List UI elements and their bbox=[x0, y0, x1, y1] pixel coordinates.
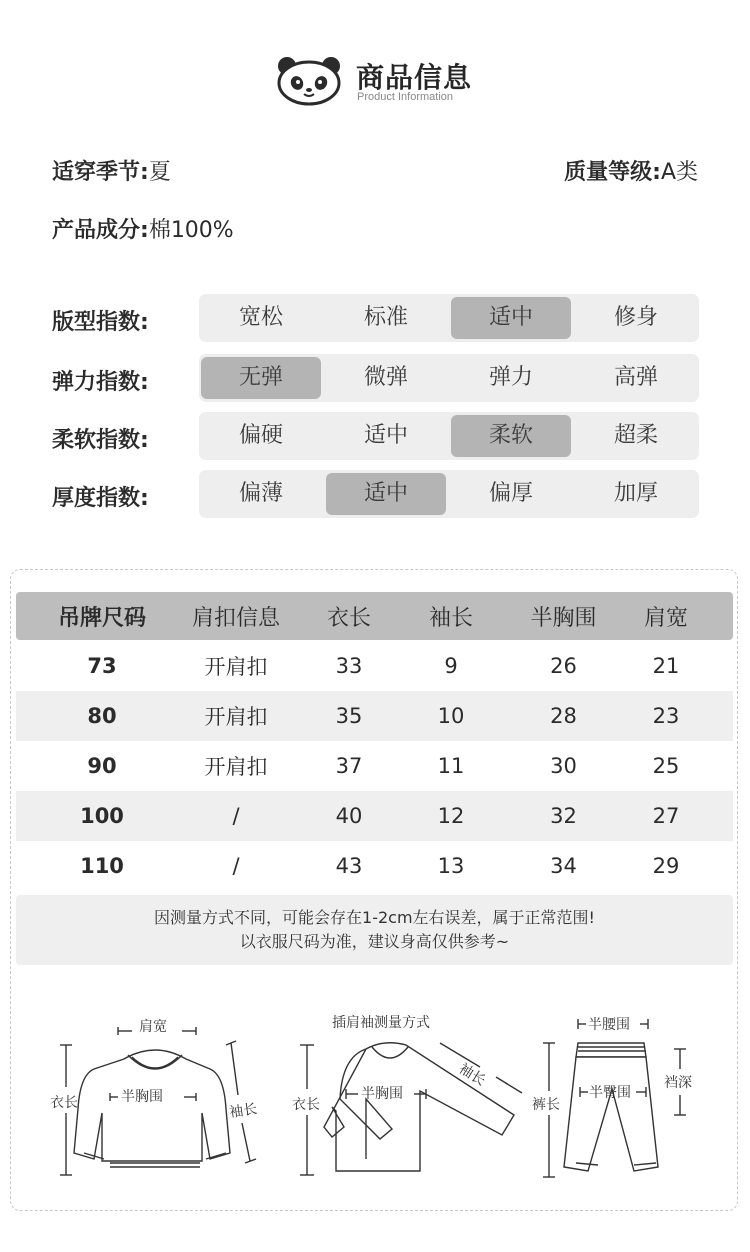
table-cell: 32 bbox=[550, 804, 577, 828]
page-title: 商品信息 bbox=[356, 61, 473, 94]
table-cell: 26 bbox=[550, 654, 577, 678]
material-info bbox=[52, 213, 234, 244]
index-option: 弹力 bbox=[488, 365, 533, 390]
sweater-length-label: 衣长 bbox=[50, 1095, 78, 1111]
measurement-diagrams bbox=[0, 1005, 750, 1195]
table-row bbox=[16, 741, 733, 791]
index-option-selected: 柔软 bbox=[451, 415, 571, 457]
material-key: 产品成分: bbox=[52, 218, 149, 243]
table-cell: 23 bbox=[652, 704, 680, 728]
table-cell: 73 bbox=[87, 654, 117, 678]
index-option: 宽松 bbox=[238, 305, 283, 330]
table-row bbox=[16, 691, 733, 741]
table-cell: 10 bbox=[437, 704, 465, 728]
table-cell: 12 bbox=[437, 804, 465, 828]
table-cell: 37 bbox=[335, 754, 363, 778]
table-cell: 34 bbox=[550, 854, 577, 878]
index-option: 高弹 bbox=[613, 365, 658, 390]
table-cell: 29 bbox=[652, 854, 680, 878]
panda-icon bbox=[275, 54, 343, 106]
season-key: 适穿季节: bbox=[52, 160, 149, 185]
table-cell: 40 bbox=[335, 804, 363, 828]
pants-length-label: 裤长 bbox=[532, 1097, 560, 1113]
index-option: 微弹 bbox=[363, 365, 408, 390]
index-option: 加厚 bbox=[613, 481, 658, 506]
table-cell: 25 bbox=[652, 754, 680, 778]
index-option-selected: 适中 bbox=[326, 473, 446, 515]
table-cell: 开肩扣 bbox=[204, 705, 268, 729]
table-cell: / bbox=[232, 854, 240, 878]
table-header-cell: 半胸围 bbox=[530, 605, 597, 631]
table-cell: 90 bbox=[87, 754, 117, 778]
season-value: 夏 bbox=[148, 160, 171, 185]
table-header-cell: 肩扣信息 bbox=[191, 605, 280, 631]
raglan-diagram bbox=[300, 1043, 522, 1175]
sweater-sleeve-label: 袖长 bbox=[228, 1101, 259, 1121]
season-info bbox=[52, 155, 171, 186]
index-option: 标准 bbox=[363, 305, 408, 330]
index-bar bbox=[199, 354, 699, 402]
index-bar bbox=[199, 294, 699, 342]
raglan-title-label: 插肩袖测量方式 bbox=[332, 1015, 430, 1031]
index-option: 偏薄 bbox=[238, 481, 283, 506]
table-cell: 28 bbox=[550, 704, 577, 728]
table-cell: 11 bbox=[437, 754, 465, 778]
pants-rise-label: 裆深 bbox=[664, 1075, 692, 1091]
index-label: 弹力指数: bbox=[52, 370, 149, 395]
size-table-header bbox=[16, 592, 733, 640]
table-row bbox=[16, 841, 733, 891]
material-value: 棉100% bbox=[148, 218, 234, 243]
table-cell: 开肩扣 bbox=[204, 755, 268, 779]
note-line-2: 以衣服尺码为准，建议身高仅供参考~ bbox=[239, 932, 510, 951]
index-label: 柔软指数: bbox=[52, 428, 149, 453]
table-cell: 9 bbox=[444, 654, 458, 678]
pants-hip-label: 半臀围 bbox=[589, 1085, 631, 1101]
index-option-selected: 无弹 bbox=[201, 357, 321, 399]
sweater-chest-label: 半胸围 bbox=[121, 1089, 163, 1105]
index-option: 修身 bbox=[613, 305, 658, 330]
index-label: 版型指数: bbox=[52, 310, 149, 335]
index-bar bbox=[199, 412, 699, 460]
raglan-chest-label: 半胸围 bbox=[361, 1086, 403, 1102]
grade-value: A类 bbox=[660, 160, 698, 185]
table-cell: / bbox=[232, 804, 240, 828]
table-row bbox=[16, 791, 733, 841]
table-cell: 27 bbox=[652, 804, 680, 828]
table-header-cell: 吊牌尺码 bbox=[57, 605, 146, 631]
table-cell: 100 bbox=[80, 804, 124, 828]
table-row bbox=[16, 641, 733, 691]
raglan-sleeve-label: 袖长 bbox=[455, 1060, 489, 1090]
table-cell: 30 bbox=[550, 754, 577, 778]
page-subtitle: Product Information bbox=[357, 91, 453, 103]
table-cell: 开肩扣 bbox=[204, 655, 268, 679]
sweater-shoulder-label: 肩宽 bbox=[139, 1019, 167, 1035]
index-option: 超柔 bbox=[613, 423, 658, 448]
table-cell: 21 bbox=[652, 654, 680, 678]
index-bar bbox=[199, 470, 699, 518]
table-cell: 35 bbox=[335, 704, 363, 728]
table-cell: 80 bbox=[87, 704, 117, 728]
pants-waist-label: 半腰围 bbox=[588, 1017, 630, 1033]
table-header-cell: 衣长 bbox=[326, 605, 371, 631]
table-cell: 43 bbox=[335, 854, 363, 878]
section-header bbox=[0, 52, 750, 108]
table-cell: 13 bbox=[437, 854, 465, 878]
index-option-selected: 适中 bbox=[451, 297, 571, 339]
raglan-length-label: 衣长 bbox=[292, 1097, 320, 1113]
index-option: 适中 bbox=[363, 423, 408, 448]
note-line-1: 因测量方式不同，可能会存在1-2cm左右误差，属于正常范围! bbox=[154, 908, 595, 927]
index-option: 偏厚 bbox=[488, 481, 533, 506]
table-header-cell: 袖长 bbox=[428, 605, 473, 631]
table-cell: 110 bbox=[80, 854, 124, 878]
index-option: 偏硬 bbox=[238, 423, 283, 448]
table-header-cell: 肩宽 bbox=[643, 605, 688, 631]
measurement-note bbox=[16, 895, 733, 965]
grade-key: 质量等级: bbox=[564, 160, 661, 185]
grade-info bbox=[564, 155, 698, 186]
table-cell: 33 bbox=[335, 654, 363, 678]
index-label: 厚度指数: bbox=[52, 486, 149, 511]
